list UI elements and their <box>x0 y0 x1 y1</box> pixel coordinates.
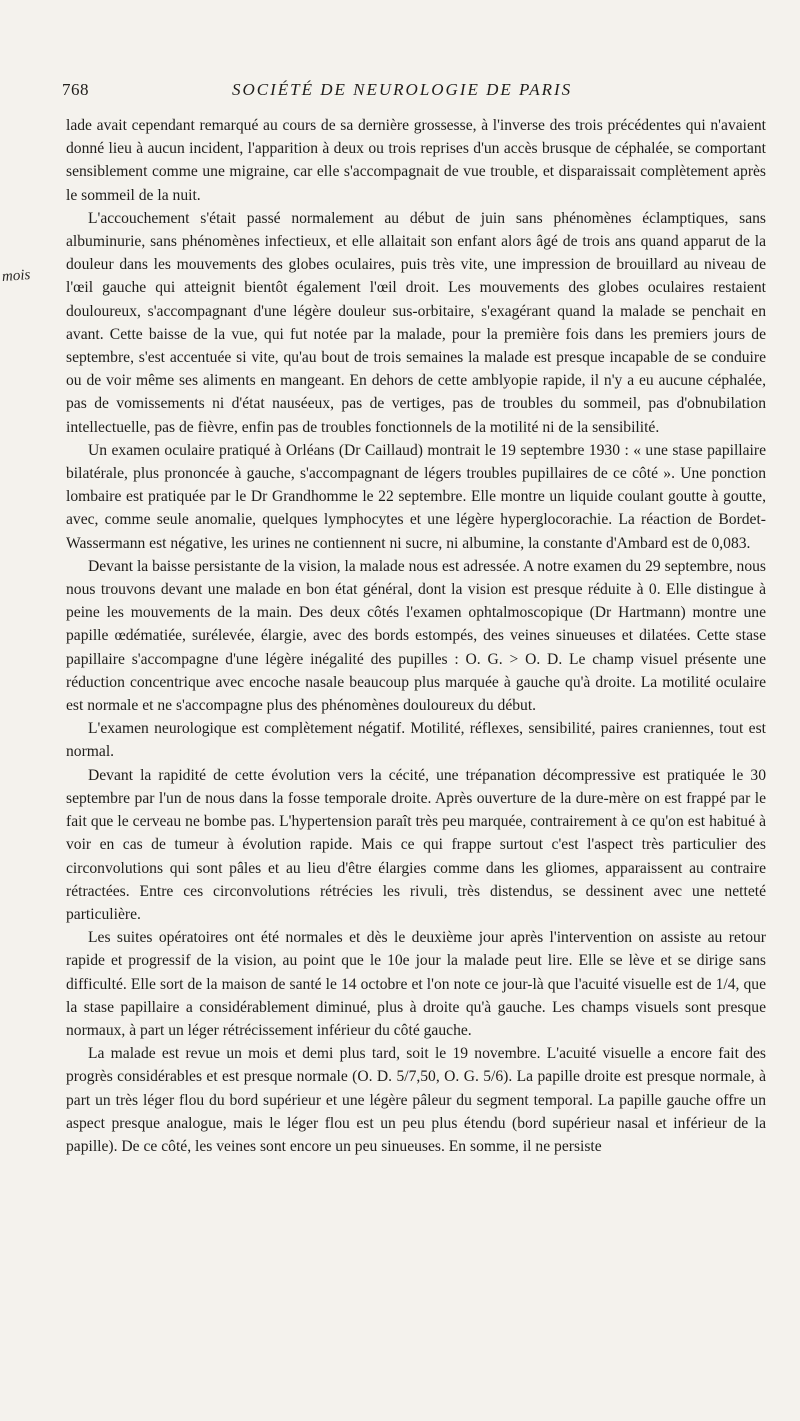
body-text <box>66 114 766 1158</box>
handwritten-margin-note: mois <box>1 267 31 285</box>
paragraph-postop: Les suites opératoires ont été normales et dès le deuxième jour après l'intervention on assiste au retour rapide et progressif de la vision, au point que le 10e jour la malade peut lire. Elle se lève et se dirige sans difficulté. Elle sort de la maison de santé le 14 octobre et l'on note ce jour-là que l'acuité visuelle est de 1/4, que la stase papillaire a considérablement diminué, plus à droite qu'à gauche. Les champs visuels sont presque normaux, à part un léger rétrécissement inférieur du côté gauche. <box>66 929 766 1039</box>
page-number: 768 <box>62 80 89 99</box>
paragraph-delivery: L'accouchement s'était passé normalement au début de juin sans phénomènes éclamptiques, sans albuminurie, sans phénomènes infectieux, et elle allaitait son enfant alors âgé de trois ans quand apparut de la douleur dans les mouvements des globes oculaires, puis très vite, une impression de brouillard au niveau de l'œil gauche qui atteignit bientôt également l'œil droit. Les mouvements des globes oculaires restaient douloureux, s'accompagnant d'une légère douleur sus-orbitaire, s'exagérant quand la malade se penchait en avant. Cette baisse de la vue, qui fut notée par la malade, pour la première fois dans les premiers jours de septembre, s'est accentuée si vite, qu'au bout de trois semaines la malade est presque incapable de se conduire ou de voir même ses aliments en mangeant. En dehors de cette amblyopie rapide, il n'y a eu aucune céphalée, pas de vomissements ni d'état nauséeux, pas de vertiges, pas de troubles du sommeil, pas d'obnubilation intellectuelle, pas de fièvre, enfin pas de troubles fonctionnels de la motilité ni de la sensibilité. <box>66 209 766 436</box>
paragraph-eye-exam: Un examen oculaire pratiqué à Orléans (Dr Caillaud) montrait le 19 septembre 1930 : « une stase papillaire bilatérale, plus prononcée à gauche, s'accompagnant de légers troubles pupillaires de ce côté ». Une ponction lombaire est pratiquée par le Dr Grandhomme le 22 septembre. Elle montre un liquide coulant goutte à goutte, avec, comme seule anomalie, quelques lymphocytes et une légère hyperglocorachie. La réaction de Bordet-Wassermann est négative, les urines ne contiennent ni sucre, ni albumine, la constante d'Ambard est de 0,083. <box>66 441 766 552</box>
paragraph-followup: La malade est revue un mois et demi plus tard, soit le 19 novembre. L'acuité visuelle a encore fait des progrès considérables et est presque normale (O. D. 5/7,50, O. G. 5/6). La papille droite est presque normale, à part un très léger flou du bord supérieur et une légère pâleur du segment temporal. La papille gauche offre un aspect presque analogue, mais le léger flou est un peu plus étendu (bord supérieur nasal et inférieur de la papille). De ce côté, les veines sont encore un peu sinueuses. En somme, il ne persiste <box>66 1045 766 1155</box>
paragraph-trepanation: Devant la rapidité de cette évolution vers la cécité, une trépanation décompressive est pratiquée le 30 septembre par l'un de nous dans la fosse temporale droite. Après ouverture de la dure-mère on est frappé par le fait que le cerveau ne bombe pas. L'hypertension paraît très peu marquée, contrairement à ce qu'on est habitué à voir en cas de tumeur à évolution rapide. Mais ce qui frappe surtout c'est l'aspect très particulier des circonvolutions qui sont pâles et au lieu d'être élargies comme dans les gliomes, apparaissent au contraire rétractées. Entre ces circonvolutions rétrécies les rivuli, très distendus, se dessinent avec une netteté particulière. <box>66 766 766 923</box>
paragraph-admission-exam: Devant la baisse persistante de la vision, la malade nous est adressée. A notre examen du 29 septembre, nous nous trouvons devant une malade en bon état général, dont la vision est presque réduite à 0. Elle distingue à peine les mouvements de la main. Des deux côtés l'examen ophtalmoscopique (Dr Hartmann) montre une papille œdématiée, surélevée, élargie, avec des bords estompés, des veines sinueuses et dilatées. Cette stase papillaire s'accompagne d'une légère inégalité des pupilles : O. G. > O. D. Le champ visuel présente une réduction concentrique avec encoche nasale beaucoup plus marquée à gauche qu'à droite. La motilité oculaire est normale et ne s'accompagne plus des phénomènes douloureux du début. <box>66 557 766 715</box>
paragraph-neuro-exam: L'examen neurologique est complètement négatif. Motilité, réflexes, sensibilité, paires craniennes, tout est normal. <box>66 720 766 761</box>
running-title: SOCIÉTÉ DE NEUROLOGIE DE PARIS <box>232 80 573 99</box>
page-header <box>62 80 742 104</box>
paragraph-continuation: lade avait cependant remarqué au cours de sa dernière grossesse, à l'inverse des trois précédentes qui n'avaient donné lieu à aucun incident, l'apparition à deux ou trois reprises d'un accès brusque de céphalée, se comportant sensiblement comme une migraine, car elle s'accompagnait de vue trouble, et disparaissait complètement après le sommeil de la nuit. <box>66 117 766 204</box>
